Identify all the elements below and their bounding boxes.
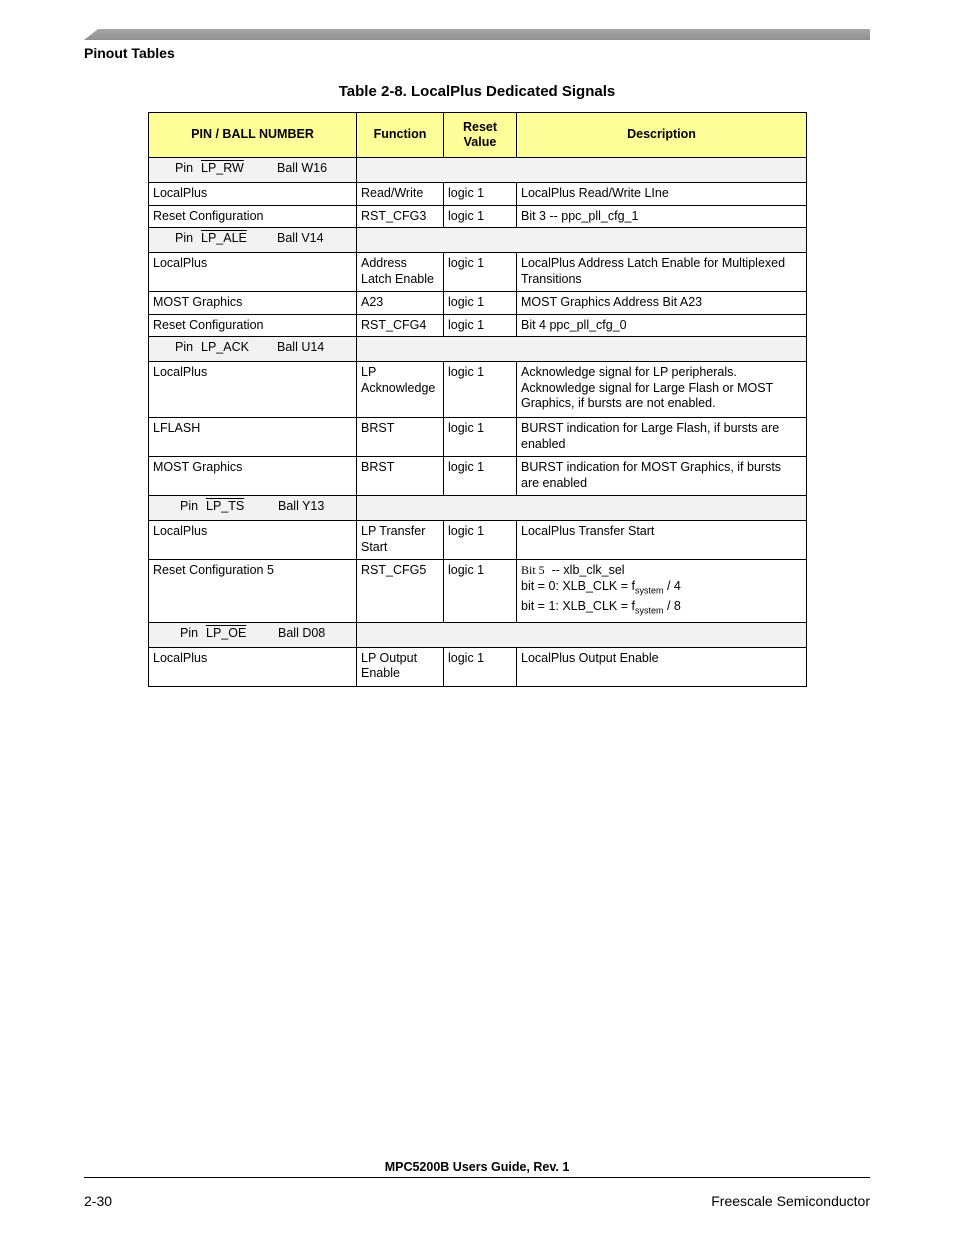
pin-label: Pin [175, 161, 194, 175]
formula-subscript: system [634, 605, 664, 615]
table-row [149, 457, 807, 496]
pin-row-filler [444, 496, 807, 521]
description-cell: MOST Graphics Address Bit A23 [517, 292, 807, 315]
pin-row-lp-ts [149, 496, 807, 521]
table-row [149, 314, 807, 337]
pin-name: LP_TS [206, 499, 245, 513]
description-cell: LocalPlus Address Latch Enable for Multiplexed Transitions [517, 253, 807, 292]
pin-name: LP_ACK [201, 340, 249, 354]
signal-name-cell: LFLASH [149, 418, 357, 457]
table-row [149, 521, 807, 560]
description-cell: BURST indication for Large Flash, if bursts are enabled [517, 418, 807, 457]
function-cell: BRST [357, 418, 444, 457]
formula-text: / 8 [663, 598, 681, 613]
function-cell: A23 [357, 292, 444, 315]
signal-name-cell: LocalPlus [149, 521, 357, 560]
function-cell: LP Acknowledge [357, 362, 444, 418]
ball-number: Ball D08 [278, 625, 326, 640]
pin-row-filler [444, 337, 807, 362]
reset-value-cell: logic 1 [444, 314, 517, 337]
signal-name-cell: LocalPlus [149, 253, 357, 292]
table-title: Table 2-8. LocalPlus Dedicated Signals [338, 83, 616, 100]
reset-value-cell: logic 1 [444, 418, 517, 457]
reset-value-cell: logic 1 [444, 457, 517, 496]
description-cell: LocalPlus Read/Write LIne [517, 183, 807, 206]
signal-name-cell: MOST Graphics [149, 457, 357, 496]
table-header-row [149, 113, 807, 158]
pin-ball-cell [149, 496, 357, 521]
signal-name-cell: MOST Graphics [149, 292, 357, 315]
function-cell: BRST [357, 457, 444, 496]
signal-name-cell: Reset Configuration [149, 314, 357, 337]
reset-value-cell: logic 1 [444, 205, 517, 228]
table-row [149, 560, 807, 623]
signal-name-cell: LocalPlus [149, 362, 357, 418]
pin-label: Pin [180, 499, 199, 513]
reset-value-cell: logic 1 [444, 253, 517, 292]
table-row [149, 205, 807, 228]
bit-label: Bit 5 [521, 563, 545, 577]
table-row [149, 418, 807, 457]
pin-row-filler [357, 496, 444, 521]
pin-label: Pin [175, 340, 194, 354]
column-header-description: Description [517, 113, 807, 158]
reset-value-cell: logic 1 [444, 521, 517, 560]
pin-ball-cell [149, 337, 357, 362]
reset-value-cell: logic 1 [444, 560, 517, 623]
description-cell: Bit 4 ppc_pll_cfg_0 [517, 314, 807, 337]
table-row [149, 292, 807, 315]
function-cell: RST_CFG3 [357, 205, 444, 228]
formula-text: bit = 0: XLB_CLK = f [521, 578, 635, 593]
pin-label: Pin [180, 625, 199, 640]
pin-row-lp-ack [149, 337, 807, 362]
description-line [521, 563, 802, 579]
function-cell: LP Transfer Start [357, 521, 444, 560]
pin-name: LP_ALE [201, 231, 247, 245]
table-row [149, 253, 807, 292]
ball-number: Ball U14 [277, 340, 325, 354]
description-cell: Acknowledge signal for LP peripherals. Acknowledge signal for Large Flash or MOST Graphics, if bursts are not enabled. [517, 362, 807, 418]
pin-row-lp-ale [149, 228, 807, 253]
pin-ball-cell [149, 622, 357, 647]
pin-ball-cell [149, 228, 357, 253]
bit-description: -- xlb_clk_sel [551, 563, 625, 577]
footer-divider [84, 1177, 870, 1178]
function-cell: Read/Write [357, 183, 444, 206]
pin-row-filler [444, 622, 807, 647]
column-header-function: Function [357, 113, 444, 158]
pin-row-filler [357, 337, 444, 362]
function-cell: Address Latch Enable [357, 253, 444, 292]
pin-row-lp-rw [149, 158, 807, 183]
pin-row-lp-oe [149, 622, 807, 647]
signal-name-cell: Reset Configuration [149, 205, 357, 228]
footer-document-title: MPC5200B Users Guide, Rev. 1 [384, 1160, 570, 1174]
column-header-reset-value: Reset Value [444, 113, 517, 158]
function-cell: RST_CFG4 [357, 314, 444, 337]
reset-value-cell: logic 1 [444, 362, 517, 418]
pin-row-filler [357, 622, 444, 647]
description-cell: LocalPlus Transfer Start [517, 521, 807, 560]
column-header-pin-ball: PIN / BALL NUMBER [149, 113, 357, 158]
description-cell: LocalPlus Output Enable [517, 647, 807, 686]
table-row [149, 647, 807, 686]
ball-number: Ball W16 [277, 161, 328, 175]
description-cell: Bit 3 -- ppc_pll_cfg_1 [517, 205, 807, 228]
table-row [149, 183, 807, 206]
ball-number: Ball Y13 [278, 499, 325, 513]
pin-ball-cell [149, 158, 357, 183]
pin-row-filler [444, 158, 807, 183]
pin-row-filler [357, 228, 444, 253]
signal-name-cell: Reset Configuration 5 [149, 560, 357, 623]
header-decorative-bar [84, 29, 870, 40]
pin-row-filler [444, 228, 807, 253]
pin-name: LP_RW [201, 161, 244, 175]
reset-value-cell: logic 1 [444, 183, 517, 206]
description-cell: BURST indication for MOST Graphics, if bursts are enabled [517, 457, 807, 496]
footer-company: Freescale Semiconductor [711, 1193, 870, 1209]
description-line [521, 599, 802, 619]
table-row [149, 362, 807, 418]
pin-label: Pin [175, 231, 194, 245]
formula-subscript: system [634, 585, 664, 595]
signals-table [148, 112, 807, 687]
ball-number: Ball V14 [277, 231, 324, 245]
reset-value-cell: logic 1 [444, 647, 517, 686]
signal-name-cell: LocalPlus [149, 647, 357, 686]
reset-value-cell: logic 1 [444, 292, 517, 315]
description-line [521, 579, 802, 599]
signal-name-cell: LocalPlus [149, 183, 357, 206]
formula-text: / 4 [663, 578, 681, 593]
page-number: 2-30 [84, 1193, 113, 1209]
function-cell: RST_CFG5 [357, 560, 444, 623]
formula-text: bit = 1: XLB_CLK = f [521, 598, 635, 613]
pin-row-filler [357, 158, 444, 183]
section-header: Pinout Tables [84, 45, 175, 61]
function-cell: LP Output Enable [357, 647, 444, 686]
pin-name: LP_OE [206, 625, 247, 640]
description-cell [517, 560, 807, 623]
